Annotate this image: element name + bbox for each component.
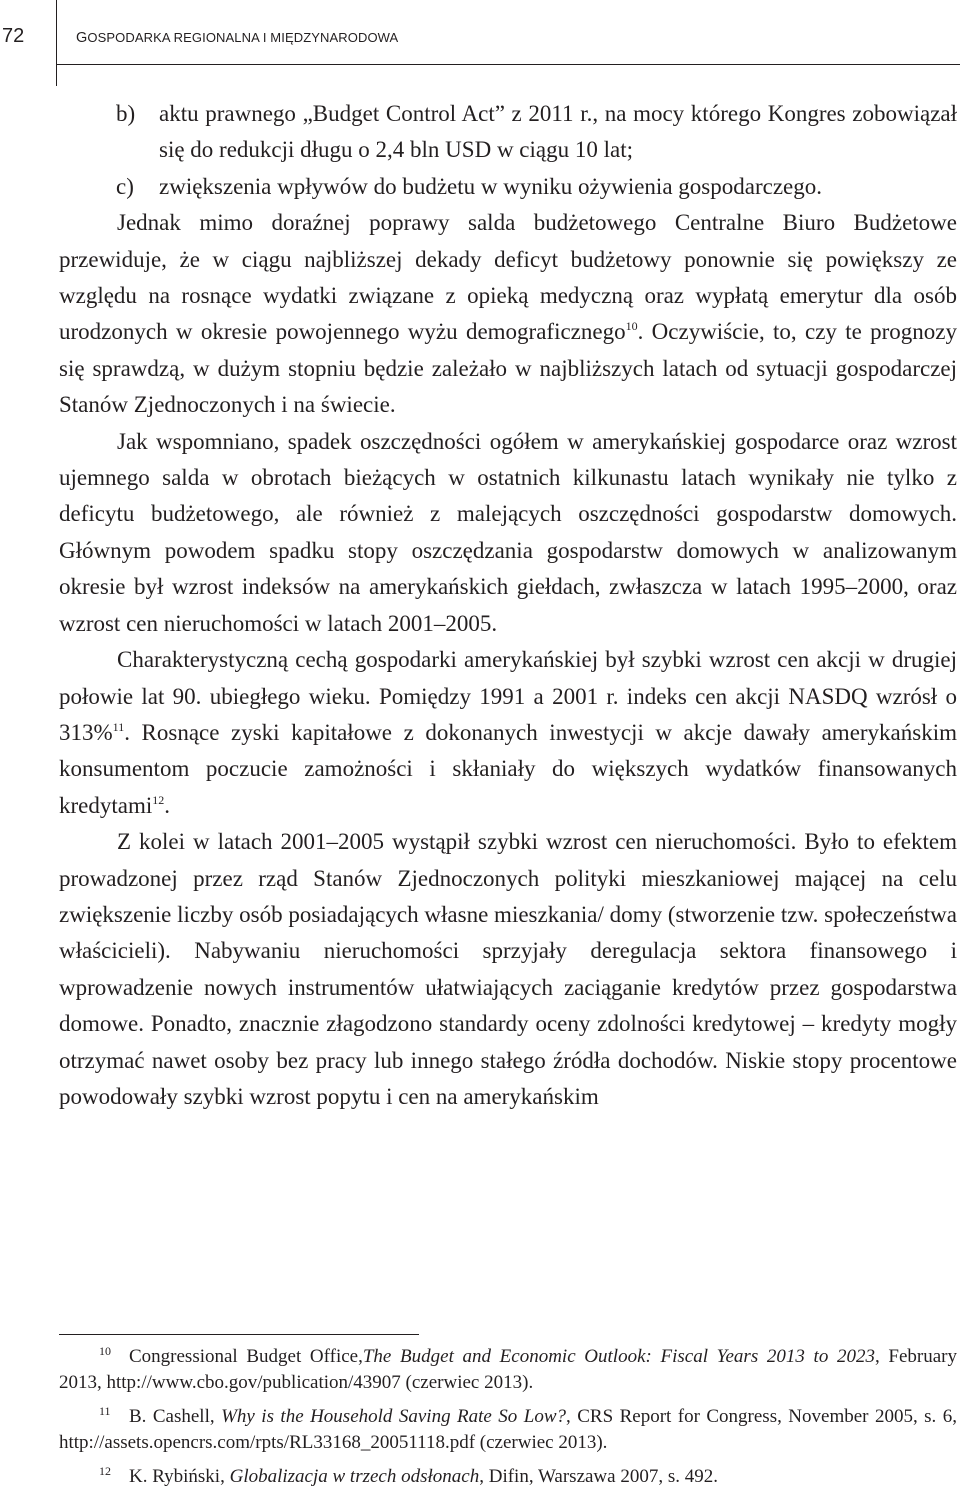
paragraph-text: Jednak mimo doraźnej poprawy salda budżetowego Centralne Biuro Budżetowe przewiduje, że w ciągu najbliższej dekady deficyt budżetowy ponownie się powiększy ze względu na rosnące wydatki związane z opieką medyczną oraz wypłatą emerytur dla osób urodzonych w okresie powojennego wyżu demograficznego (59, 210, 957, 345)
running-title-initial: G (76, 30, 88, 46)
footnote-text: , Difin, Warszawa 2007, s. 492. (479, 1466, 718, 1487)
footnote-text: Congressional Budget Office, (129, 1346, 363, 1367)
list-label: c) (116, 173, 134, 199)
footnote-title: Globalizacja w trzech odsłonach (229, 1466, 480, 1487)
footnote-11: 11 B. Cashell, Why is the Household Saving Rate So Low?, CRS Report for Congress, November 2005, s. 6, http://assets.opencrs.com/rpts/RL33168_20051118.pdf (czerwiec 2013). (59, 1404, 957, 1453)
paragraph-2: Jak wspomniano, spadek oszczędności ogółem w amerykańskiej gospodarce oraz wzrost ujemnego salda w obrotach bieżących w ostatnich kilkunastu latach wynikały nie tylko z deficytu budżetowego, ale również z malejących oszczędności gospodarstw domowych. Głównym powodem spadku stopy oszczędzania gospodarstw domowych w analizowanym okresie był wzrost indeksów na amerykańskich giełdach, zwłaszcza w latach 1995–2000, oraz wzrost cen nieruchomości w latach 2001–2005. (59, 428, 957, 636)
footnote-text: , CRS Report for Congress, November 2005, s. 6, http://assets.opencrs.com/rpts/RL33168_20051118.pdf (czerwiec 2013). (59, 1406, 957, 1453)
page-number: 72 (2, 25, 25, 47)
running-title-rest: OSPODARKA REGIONALNA I MIĘDZYNARODOWA (87, 30, 399, 45)
footnote-10: 10 Congressional Budget Office,The Budget and Economic Outlook: Fiscal Years 2013 to 2023, February 2013, http://www.cbo.gov/publication/43907 (czerwiec 2013). (59, 1344, 957, 1393)
paragraph-text: . (164, 792, 170, 818)
header-vertical-rule (56, 0, 57, 86)
footnotes (59, 1344, 957, 1498)
paragraph-text: . Rosnące zyski kapitałowe z dokonanych inwestycji w akcje dawały amerykańskim konsumentom poczucie zamożności i skłaniały do większych wydatków finansowanych kredytami (59, 719, 957, 818)
running-title (76, 30, 398, 46)
list-item-c (59, 169, 957, 205)
paragraph-4: Z kolei w latach 2001–2005 wystąpił szybki wzrost cen nieruchomości. Było to efektem prowadzonej przez rząd Stanów Zjednoczonych polityki mieszkaniowej mającej na celu zwiększenie liczby osób posiadających własne mieszkania/ domy (stworzenie tzw. społeczeństwa właścicieli). Nabywaniu nieruchomości sprzyjały deregulacja sektora finansowego i wprowadzenie nowych instrumentów ułatwiających zaciąganie kredytów przez gospodarstwa domowe. Ponadto, znacznie złagodzono standardy oceny zdolności kredytowej – kredyty mogły otrzymać nawet osoby bez pracy lub innego stałego źródła dochodów. Niskie stopy procentowe powodowały szybki wzrost popytu i cen na amerykańskim (59, 829, 957, 1109)
footnote-separator (59, 1334, 419, 1335)
paragraph-3 (59, 642, 957, 824)
footnote-12: 12 K. Rybiński, Globalizacja w trzech odsłonach, Difin, Warszawa 2007, s. 492. (99, 1464, 718, 1487)
list-label: b) (116, 101, 136, 126)
list-item-b (59, 96, 957, 169)
footnote-ref-12[interactable]: 12 (152, 792, 165, 807)
paragraph-1 (59, 205, 957, 423)
footnote-title: Why is the Household Saving Rate So Low? (221, 1406, 567, 1427)
paragraph-text: Charakterystyczną cechą gospodarki amerykańskiej był szybki wzrost cen akcji w drugiej połowie lat 90. ubiegłego wieku. Pomiędzy 1991 a 2001 r. indeks cen akcji NASDQ wzrósł o 313% (59, 647, 957, 745)
footnote-ref-10[interactable]: 10 (625, 319, 638, 334)
footnote-title: The Budget and Economic Outlook: Fiscal Years 2013 to 2023 (362, 1346, 875, 1367)
footnote-text: K. Rybiński, (129, 1466, 230, 1487)
footnote-ref-11[interactable]: 11 (112, 719, 125, 734)
footnote-text: B. Cashell, (129, 1406, 222, 1427)
list-text: zwiększenia wpływów do budżetu w wyniku ożywienia gospodarczego. (159, 173, 822, 199)
paragraph-text: . Oczywiście, to, czy te prognozy się sprawdzą, w dużym stopniu będzie zależało w najbliższych latach od sytuacji gospodarczej Stanów Zjednoczonych i na świecie. (59, 319, 958, 418)
header-horizontal-rule (56, 64, 960, 65)
footnote-text: , February 2013, http://www.cbo.gov/publication/43907 (czerwiec 2013). (59, 1346, 957, 1393)
list-text: aktu prawnego „Budget Control Act” z 2011 r., na mocy którego Kongres zobowiązał się do redukcji długu o 2,4 bln USD w ciągu 10 lat; (159, 101, 957, 163)
main-text (59, 96, 957, 1115)
